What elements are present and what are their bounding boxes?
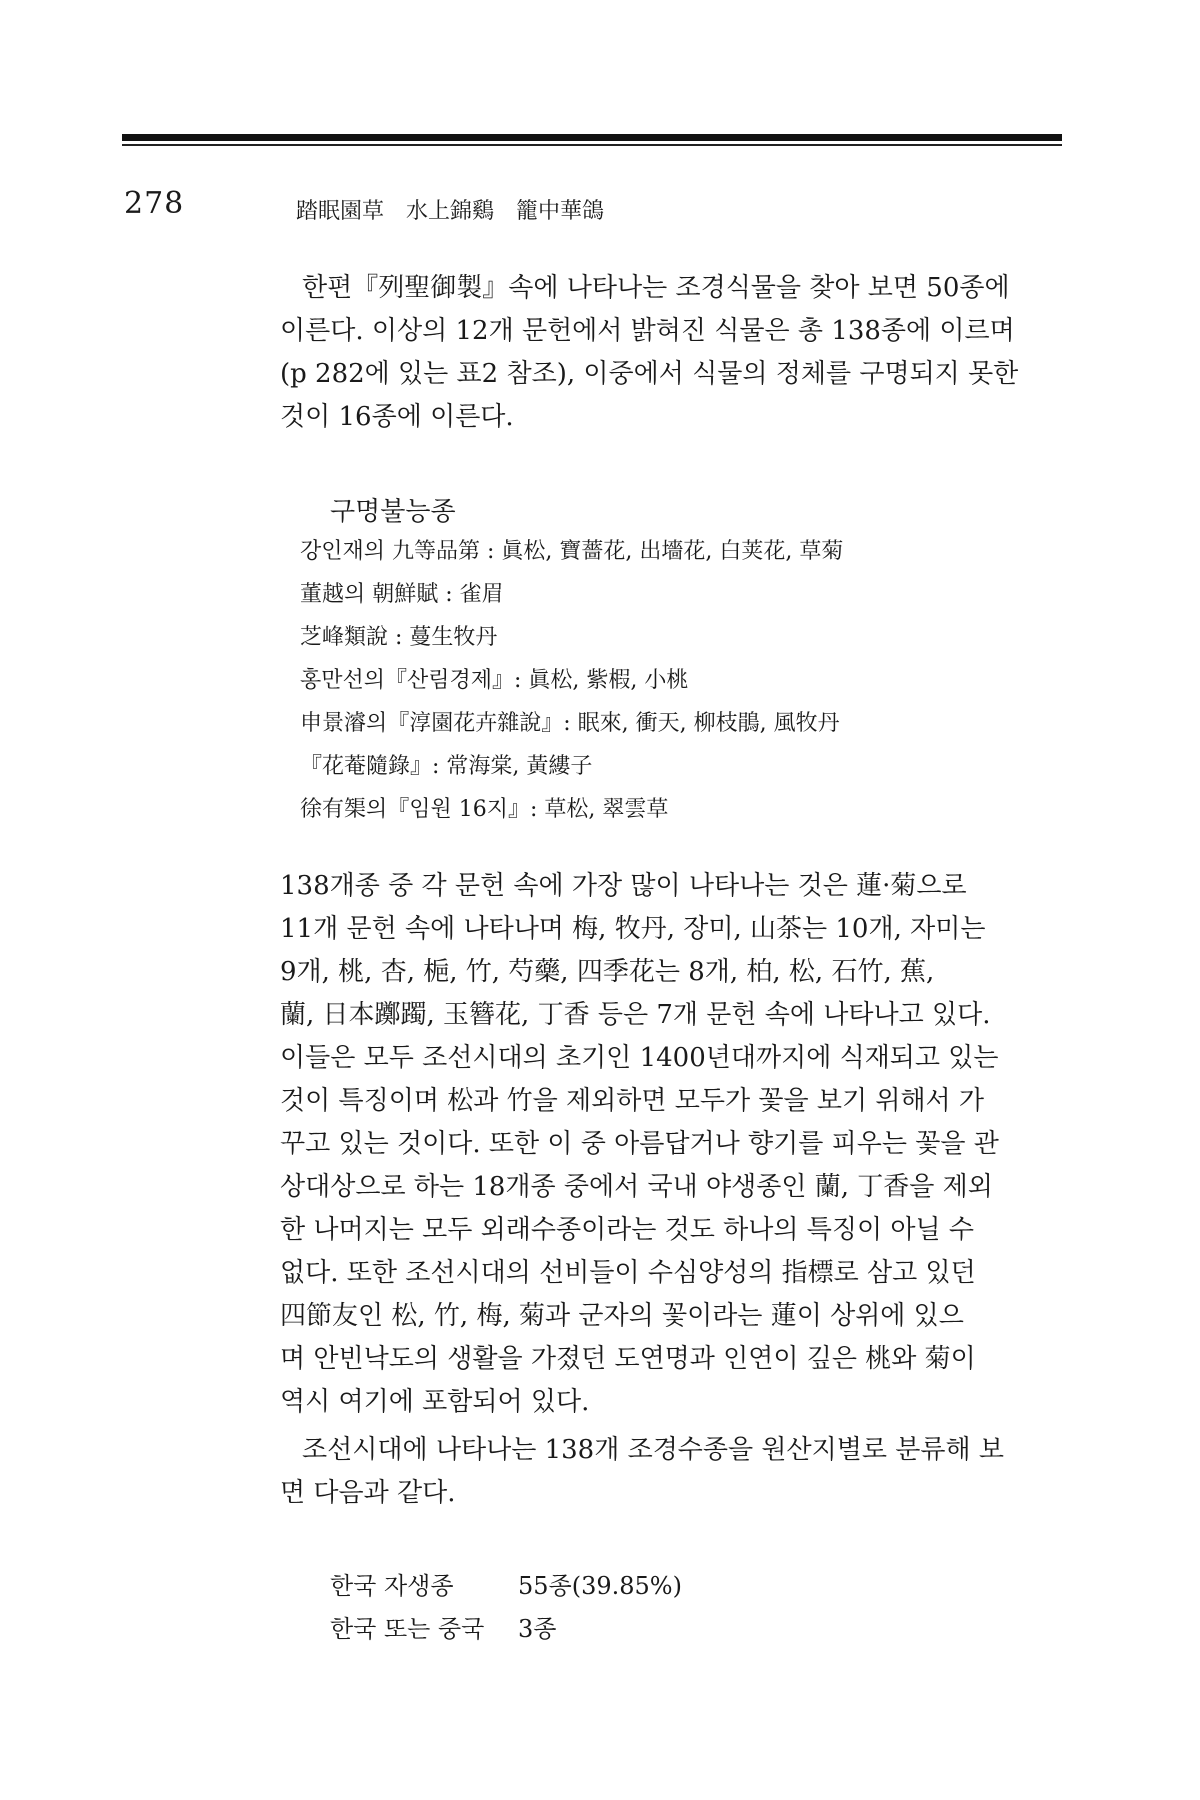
- stat-value: 3종: [518, 1615, 557, 1643]
- list-item: 강인재의 九等品第 : 眞松, 寶薔花, 出墻花, 白荚花, 草菊: [300, 539, 844, 564]
- header-rule-thick: [122, 134, 1062, 141]
- text-line: 상대상으로 하는 18개종 중에서 국내 야생종인 蘭, 丁香을 제외: [280, 1172, 993, 1202]
- text-line: 없다. 또한 조선시대의 선비들이 수심양성의 指標로 삼고 있던: [280, 1258, 976, 1288]
- text-line: 역시 여기에 포함되어 있다.: [280, 1387, 590, 1417]
- text-line: 138개종 중 각 문헌 속에 가장 많이 나타나는 것은 蓮·菊으로: [280, 871, 967, 901]
- list-item: 徐有榘의『임원 16지』: 草松, 翠雲草: [300, 797, 669, 822]
- text-line: 한편『列聖御製』속에 나타나는 조경식물을 찾아 보면 50종에: [302, 273, 1010, 303]
- paragraph-intro: [280, 267, 1050, 439]
- stat-label: 한국 또는 중국: [330, 1615, 485, 1643]
- header-rule-thin: [122, 144, 1062, 146]
- list-item: 申景濬의『淳園花卉雜說』: 眠來, 衝天, 柳枝鵑, 風牧丹: [300, 711, 840, 736]
- text-line: 9개, 桃, 杏, 梔, 竹, 芍藥, 四季花는 8개, 柏, 松, 石竹, 蕉,: [280, 957, 935, 987]
- list-item: 芝峰類說 : 蔓生牧丹: [300, 625, 498, 650]
- text-line: 것이 특징이며 松과 竹을 제외하면 모두가 꽃을 보기 위해서 가: [280, 1086, 985, 1116]
- stat-label: 한국 자생종: [330, 1572, 454, 1600]
- text-line: 이른다. 이상의 12개 문헌에서 밝혀진 식물은 총 138종에 이르며: [280, 316, 1015, 346]
- page-number: 278: [124, 186, 185, 221]
- paragraph-frequency: [280, 865, 1050, 1424]
- text-line: 11개 문헌 속에 나타나며 梅, 牧丹, 장미, 山茶는 10개, 자미는: [280, 914, 986, 944]
- stat-row-native: [330, 1566, 682, 1601]
- text-line: 것이 16종에 이른다.: [280, 402, 514, 432]
- list-item: 홍만선의『산림경제』: 眞松, 紫椵, 小桃: [300, 668, 689, 693]
- text-line: 꾸고 있는 것이다. 또한 이 중 아름답거나 향기를 피우는 꽃을 관: [280, 1129, 999, 1159]
- text-line: 四節友인 松, 竹, 梅, 菊과 군자의 꽃이라는 蓮이 상위에 있으: [280, 1301, 964, 1331]
- list-item: 『花菴隨錄』: 常海棠, 黃縷子: [300, 754, 593, 779]
- unidentified-species-list: [300, 530, 843, 831]
- text-line: 이들은 모두 조선시대의 초기인 1400년대까지에 식재되고 있는: [280, 1043, 999, 1073]
- unidentified-species-heading: 구명불능종: [330, 497, 456, 527]
- text-line: 조선시대에 나타나는 138개 조경수종을 원산지별로 분류해 보: [302, 1435, 1004, 1465]
- text-line: 한 나머지는 모두 외래수종이라는 것도 하나의 특징이 아닐 수: [280, 1215, 975, 1245]
- text-line: 蘭, 日本躑躅, 玉簪花, 丁香 등은 7개 문헌 속에 나타나고 있다.: [280, 1000, 991, 1030]
- text-line: 면 다음과 같다.: [280, 1478, 456, 1508]
- list-item: 董越의 朝鮮賦 : 雀眉: [300, 582, 504, 607]
- paragraph-origin: [280, 1429, 1050, 1515]
- text-line: 며 안빈낙도의 생활을 가졌던 도연명과 인연이 깊은 桃와 菊이: [280, 1344, 976, 1374]
- running-head: 踏眠園草 水上錦鷄 籠中華鴿: [296, 199, 605, 224]
- text-line: (p 282에 있는 표2 참조), 이중에서 식물의 정체를 구명되지 못한: [280, 359, 1019, 389]
- stat-row-korea-or-china: [330, 1609, 556, 1644]
- stat-value: 55종(39.85%): [518, 1572, 682, 1600]
